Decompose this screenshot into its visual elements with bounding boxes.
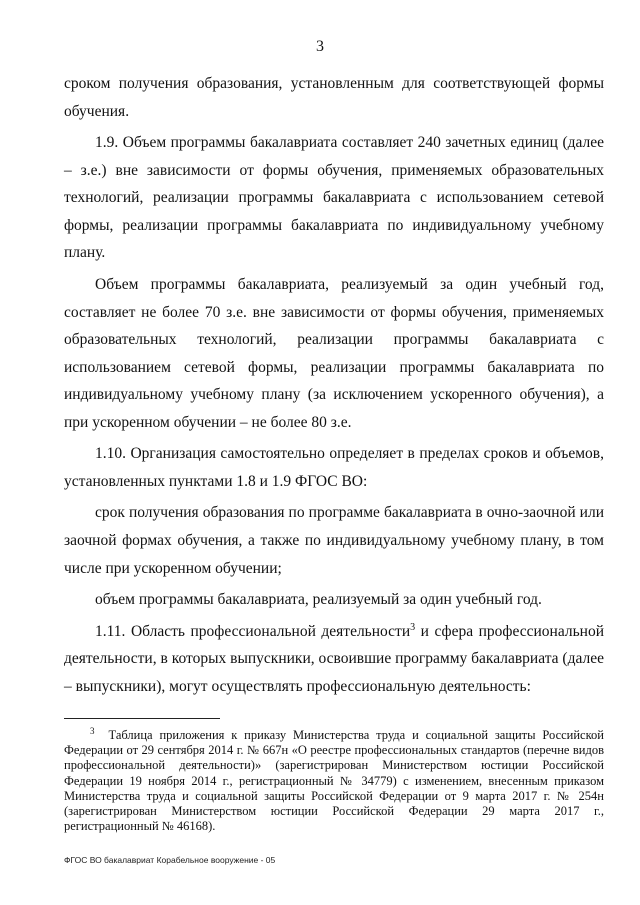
- paragraph-duration-item: срок получения образования по программе бакалавриата в очно-заочной или заочной формах обучения, а также по индивидуальному учебному плану, в том числе при ускоренном обучении;: [64, 504, 604, 577]
- paragraph-annual-volume: Объем программы бакалавриата, реализуемый за один учебный год, составляет не более 70 з.е. вне зависимости от формы обучения, применяемых образовательных технологий, реализации программы бакалавриата с использованием сетевой формы, реализации программы бакалавриата по индивидуальному учебному плану (за исключением ускоренного обучения), а при ускоренном обучении – не более 80 з.е.: [64, 275, 604, 431]
- footnote-mark: 3: [90, 725, 95, 736]
- paragraph-1-9: 1.9. Объем программы бакалавриата составляет 240 зачетных единиц (далее – з.е.) вне зависимости от формы обучения, применяемых образовательных технологий, реализации программы бакалавриата с использованием сетевой формы, реализации программы бакалавриата по индивидуальному учебному плану.: [64, 134, 604, 262]
- footnote-reference[interactable]: 3: [410, 621, 416, 633]
- paragraph-continuation: сроком получения образования, установленным для соответствующей формы обучения.: [64, 75, 604, 120]
- document-body: [64, 70, 604, 704]
- footnote: [64, 725, 604, 834]
- footnote-text: Таблица приложения к приказу Министерства труда и социальной защиты Российской Федерации от 29 сентября 2014 г. № 667н «О реестре профессиональных стандартов (перечне видов профессиональной деятельности)» (зарегистрирован Министерством юстиции Российской Федерации 19 ноября 2014 г., регистрационный № 34779) с изменением, внесенным приказом Министерства труда и социальной защиты Российской Федерации от 9 марта 2017 г. № 254н (зарегистрирован Министерством юстиции Российской Федерации 29 марта 2017 г., регистрационный № 46168).: [64, 728, 604, 834]
- footnote-separator: [64, 718, 220, 719]
- paragraph-volume-item: объем программы бакалавриата, реализуемый за один учебный год.: [95, 591, 542, 609]
- page-footer: ФГОС ВО бакалавриат Корабельное вооружение - 05: [64, 855, 276, 865]
- paragraph-1-11-end: и сфера профессиональной деятельности, в которых выпускники, освоившие программу бакалавриата (далее – выпускники), могут осуществлять профессиональную деятельность:: [64, 622, 604, 695]
- paragraph-1-11: [64, 618, 604, 701]
- page-number: 3: [316, 38, 324, 55]
- paragraph-1-10: 1.10. Организация самостоятельно определяет в пределах сроков и объемов, установленных пунктами 1.8 и 1.9 ФГОС ВО:: [64, 445, 604, 490]
- paragraph-1-11-start: 1.11. Область профессиональной деятельности: [95, 622, 411, 640]
